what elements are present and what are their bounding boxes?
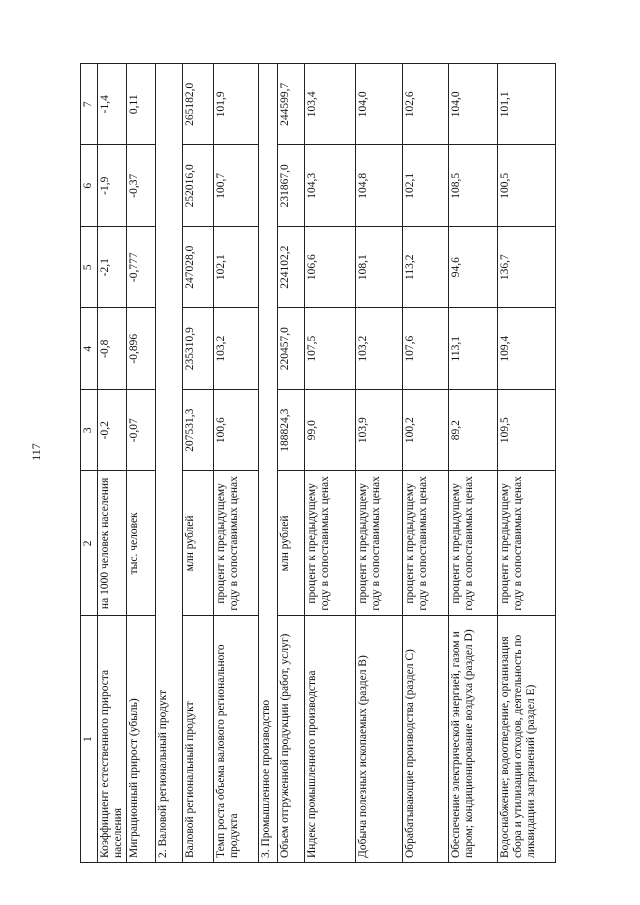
- header-cell: 7: [81, 64, 98, 146]
- header-cell: 4: [81, 308, 98, 389]
- value-cell: 231867,0: [278, 145, 305, 226]
- value-cell: 107,5: [305, 308, 356, 389]
- value-cell: 99,0: [305, 389, 356, 470]
- indicator-name: Миграционный прирост (убыль): [127, 616, 156, 863]
- value-cell: 103,4: [305, 64, 356, 146]
- table-row: [214, 64, 259, 863]
- section-title: 2. Валовой региональный продукт: [156, 64, 183, 863]
- indicator-name: Водоснабжение; водоотведение, организация сбора и утилизации отходов, деятельность по ликвидации загрязнений (раздел E): [498, 616, 556, 863]
- unit-cell: млн рублей: [278, 471, 305, 616]
- section-title: 3. Промышленное производство: [259, 64, 278, 863]
- value-cell: 94,6: [449, 226, 498, 307]
- indicator-name: Обеспечение электрической энергией, газом и паром; кондиционирование воздуха (раздел D): [449, 616, 498, 863]
- value-cell: 109,4: [498, 308, 556, 389]
- value-cell: -0,896: [127, 308, 156, 389]
- value-cell: 104,0: [449, 64, 498, 146]
- value-cell: 107,6: [403, 308, 449, 389]
- header-cell: 1: [81, 616, 98, 863]
- table-row: [305, 64, 356, 863]
- value-cell: 102,6: [403, 64, 449, 146]
- value-cell: 265182,0: [183, 64, 214, 146]
- value-cell: -1,4: [98, 64, 127, 146]
- value-cell: 100,5: [498, 145, 556, 226]
- unit-cell: процент к предыдущему году в сопоставимых ценах: [498, 471, 556, 616]
- value-cell: -0,37: [127, 145, 156, 226]
- table-row: [183, 64, 214, 863]
- indicator-name: Валовой региональный продукт: [183, 616, 214, 863]
- section-row: [156, 64, 183, 863]
- unit-cell: процент к предыдущему году в сопоставимых ценах: [403, 471, 449, 616]
- value-cell: -0,07: [127, 389, 156, 470]
- value-cell: 100,2: [403, 389, 449, 470]
- value-cell: 207531,3: [183, 389, 214, 470]
- value-cell: 244599,7: [278, 64, 305, 146]
- table-row: [278, 64, 305, 863]
- header-row: [81, 64, 98, 863]
- header-cell: 2: [81, 471, 98, 616]
- indicators-table: [80, 63, 556, 863]
- value-cell: 100,6: [214, 389, 259, 470]
- value-cell: 235310,9: [183, 308, 214, 389]
- unit-cell: процент к предыдущему году в сопоставимых ценах: [214, 471, 259, 616]
- table-row: [449, 64, 498, 863]
- value-cell: 108,5: [449, 145, 498, 226]
- indicator-name: Объем отгруженной продукции (работ, услуг): [278, 616, 305, 863]
- unit-cell: тыс. человек: [127, 471, 156, 616]
- table-row: [98, 64, 127, 863]
- value-cell: -1,9: [98, 145, 127, 226]
- value-cell: -2,1: [98, 226, 127, 307]
- table-row: [403, 64, 449, 863]
- value-cell: 108,1: [356, 226, 403, 307]
- value-cell: 106,6: [305, 226, 356, 307]
- indicator-name: Индекс промышленного производства: [305, 616, 356, 863]
- value-cell: 220457,0: [278, 308, 305, 389]
- value-cell: 102,1: [403, 145, 449, 226]
- unit-cell: процент к предыдущему году в сопоставимых ценах: [356, 471, 403, 616]
- header-cell: 6: [81, 145, 98, 226]
- table-row: [498, 64, 556, 863]
- indicator-name: Темп роста объема валового регионального продукта: [214, 616, 259, 863]
- value-cell: 113,1: [449, 308, 498, 389]
- value-cell: 103,2: [214, 308, 259, 389]
- value-cell: 103,2: [356, 308, 403, 389]
- value-cell: 188824,3: [278, 389, 305, 470]
- value-cell: 100,7: [214, 145, 259, 226]
- unit-cell: процент к предыдущему году в сопоставимых ценах: [449, 471, 498, 616]
- unit-cell: процент к предыдущему году в сопоставимых ценах: [305, 471, 356, 616]
- value-cell: 113,2: [403, 226, 449, 307]
- value-cell: 103,9: [356, 389, 403, 470]
- value-cell: -0,8: [98, 308, 127, 389]
- unit-cell: млн рублей: [183, 471, 214, 616]
- value-cell: 252016,0: [183, 145, 214, 226]
- value-cell: -0,777: [127, 226, 156, 307]
- table-row: [127, 64, 156, 863]
- table-body: [98, 64, 556, 863]
- value-cell: 89,2: [449, 389, 498, 470]
- unit-cell: на 1000 человек населения: [98, 471, 127, 616]
- value-cell: 247028,0: [183, 226, 214, 307]
- value-cell: 104,0: [356, 64, 403, 146]
- value-cell: 224102,2: [278, 226, 305, 307]
- rotated-table-container: [80, 63, 590, 863]
- value-cell: 104,8: [356, 145, 403, 226]
- page-number: 117: [29, 443, 43, 461]
- section-row: [259, 64, 278, 863]
- table-row: [356, 64, 403, 863]
- value-cell: 0,11: [127, 64, 156, 146]
- value-cell: 101,9: [214, 64, 259, 146]
- value-cell: 102,1: [214, 226, 259, 307]
- value-cell: 136,7: [498, 226, 556, 307]
- value-cell: 104,3: [305, 145, 356, 226]
- indicator-name: Коэффициент естественного прироста населения: [98, 616, 127, 863]
- header-cell: 3: [81, 389, 98, 470]
- value-cell: 101,1: [498, 64, 556, 146]
- value-cell: -0,2: [98, 389, 127, 470]
- value-cell: 109,5: [498, 389, 556, 470]
- header-cell: 5: [81, 226, 98, 307]
- indicator-name: Обрабатывающие производства (раздел C): [403, 616, 449, 863]
- indicator-name: Добыча полезных ископаемых (раздел B): [356, 616, 403, 863]
